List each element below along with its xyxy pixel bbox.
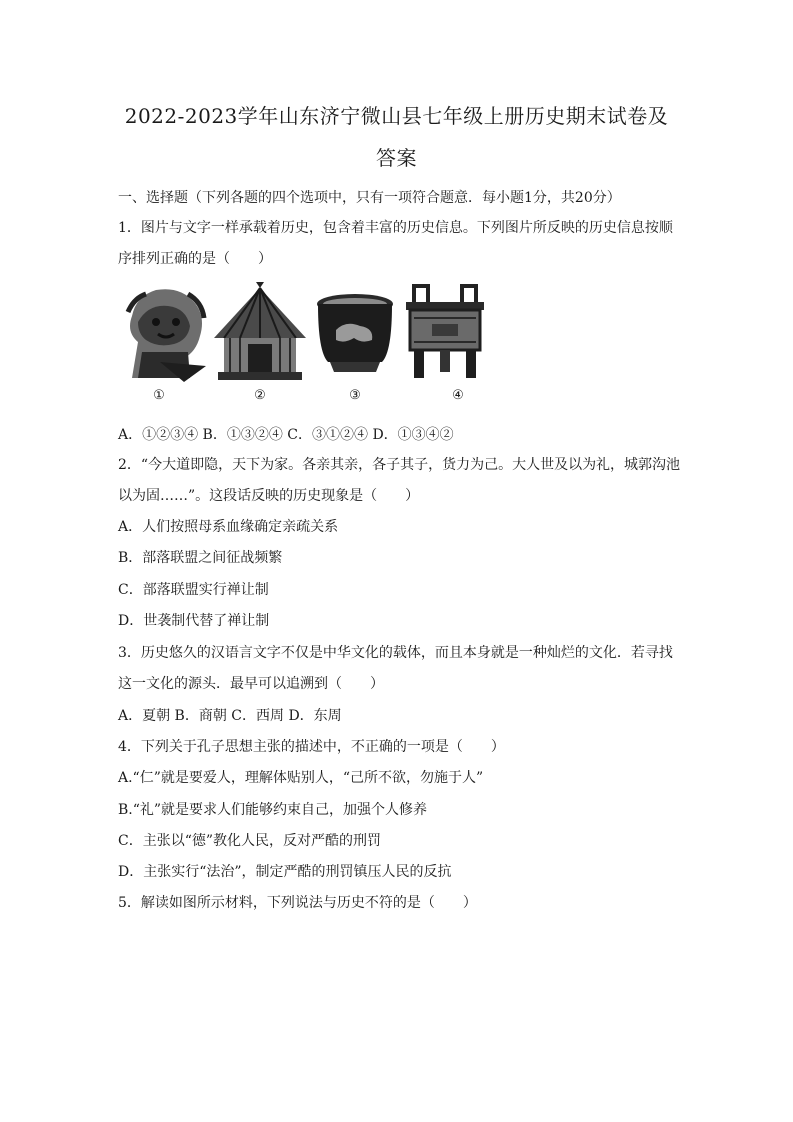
question-4-stem: 4．下列关于孔子思想主张的描述中，不正确的一项是（ ）: [118, 739, 505, 755]
question-2-stem-line-2: 以为固……”。这段话反映的历史现象是（ ）: [118, 488, 420, 504]
question-4-option-d: D．主张实行“法治”，制定严酷的刑罚镇压人民的反抗: [118, 864, 452, 880]
document-title-line-1: 2022-2023学年山东济宁微山县七年级上册历史期末试卷及: [124, 104, 669, 128]
lion-sculpture-icon: [118, 282, 210, 386]
section-heading: 一、选择题（下列各题的四个选项中，只有一项符合题意．每小题1分，共20分）: [118, 190, 621, 206]
question-4-option-b: B.“礼”就是要求人们能够约束自己，加强个人修养: [118, 802, 428, 818]
bronze-vessel-icon: [314, 282, 396, 386]
question-2-stem-line-1: 2．“今大道即隐，天下为家。各亲其亲，各子其子，货力为己。大人世及以为礼，城郭沟池: [118, 457, 681, 473]
question-2-option-b: B．部落联盟之间征战频繁: [118, 550, 283, 566]
question-1-options: A．①②③④ B．①③②④ C．③①②④ D．①③④②: [118, 427, 454, 443]
document-title-line-2: 答案: [376, 146, 417, 170]
thatched-hut-icon: [210, 282, 310, 386]
question-2-option-c: C．部落联盟实行禅让制: [118, 582, 269, 598]
question-4-option-c: C．主张以“德”教化人民，反对严酷的刑罚: [118, 833, 382, 849]
question-1-figures: [118, 282, 498, 412]
question-3-stem-line-1: 3．历史悠久的汉语言文字不仅是中华文化的载体，而且本身就是一种灿烂的文化．若寻找: [118, 645, 673, 661]
figure-4-caption: ④: [452, 388, 464, 403]
question-3-stem-line-2: 这一文化的源头．最早可以追溯到（ ）: [118, 676, 384, 692]
question-3-options: A．夏朝 B．商朝 C．西周 D．东周: [118, 708, 342, 724]
figure-2-caption: ②: [254, 388, 266, 403]
bronze-ding-icon: [402, 282, 488, 386]
question-2-option-d: D．世袭制代替了禅让制: [118, 613, 270, 629]
question-5-stem: 5．解读如图所示材料，下列说法与历史不符的是（ ）: [118, 895, 477, 911]
figure-3-caption: ③: [349, 388, 361, 403]
question-1-stem-line-2: 序排列正确的是（ ）: [118, 251, 272, 267]
question-4-option-a: A.“仁”就是要爱人，理解体贴别人，“己所不欲，勿施于人”: [118, 770, 484, 786]
question-2-option-a: A．人们按照母系血缘确定亲疏关系: [118, 519, 339, 535]
question-1-stem-line-1: 1．图片与文字一样承载着历史，包含着丰富的历史信息。下列图片所反映的历史信息按顺: [118, 220, 673, 236]
figure-1-caption: ①: [153, 388, 165, 403]
